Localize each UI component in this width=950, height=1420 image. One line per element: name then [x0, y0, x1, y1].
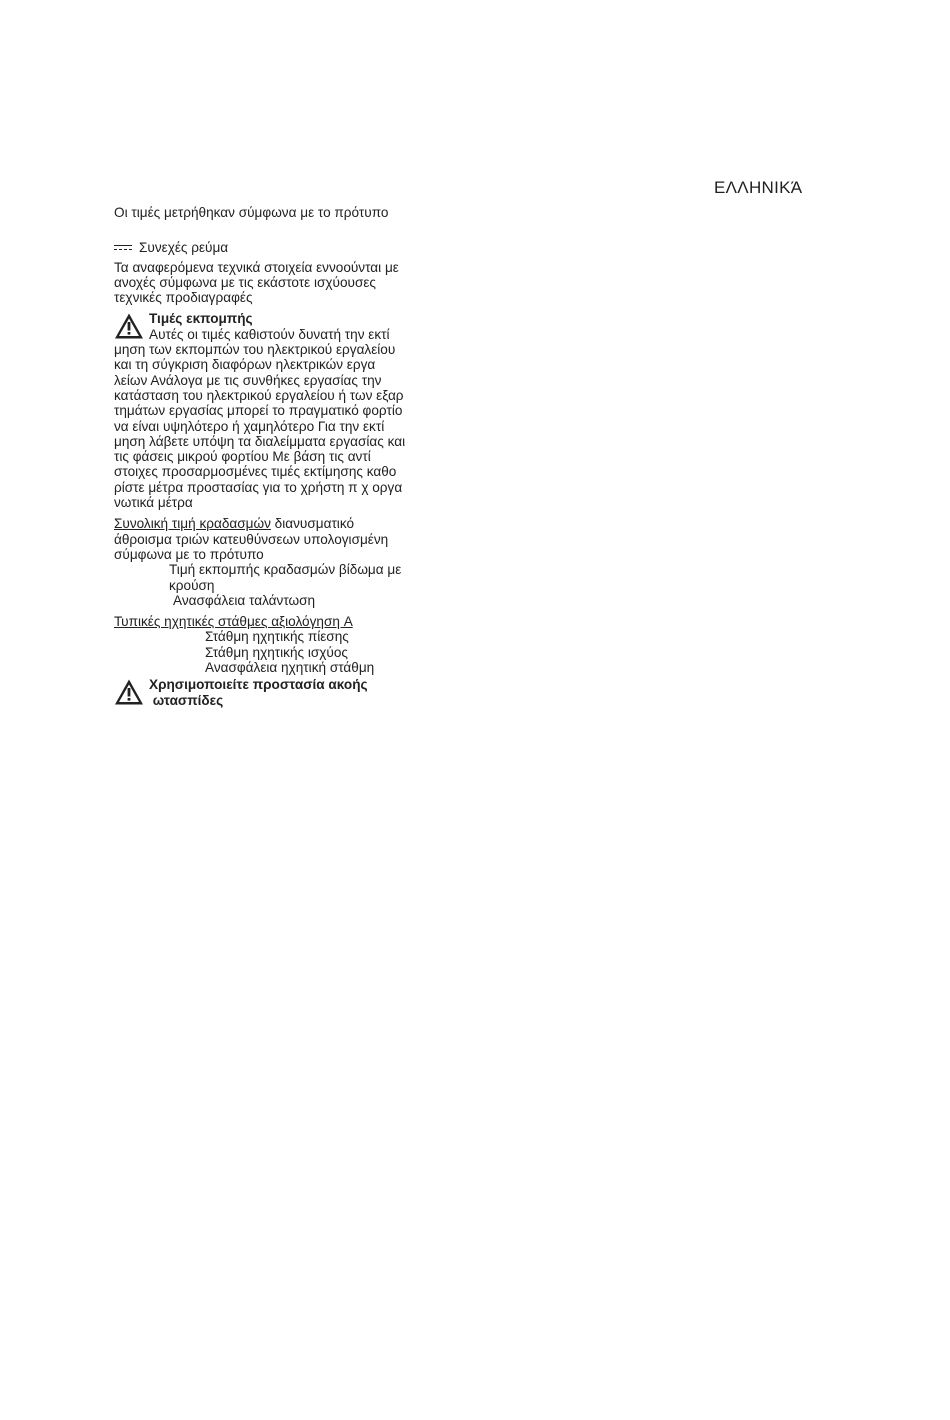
vibration-item-uncertainty: Ανασφάλεια ταλάντωση [173, 592, 316, 608]
dc-label: Συνεχές ρεύμα [139, 240, 229, 256]
vibration-text-line: σύμφωνα με το πρότυπο [114, 546, 264, 562]
hearing-protection-warning [114, 677, 459, 708]
emission-title: Τιμές εκπομπής [149, 311, 253, 327]
emission-text-line: νωτικά μέτρα [114, 495, 193, 511]
language-header: ΕΛΛΗΝΙΚΆ [714, 178, 803, 197]
warning-triangle-icon [114, 678, 144, 706]
vibration-item-emission-cont: κρούση [169, 577, 215, 593]
measured-standard-line: Οι τιμές μετρήθηκαν σύμφωνα με το πρότυπο [114, 205, 389, 220]
noise-item-power: Στάθμη ηχητικής ισχύος [205, 644, 348, 660]
specs-line: ανοχές σύμφωνα με τις εκάστοτε ισχύουσες [114, 274, 376, 290]
hearing-text-line: Χρησιμοποιείτε προστασία ακοής [149, 677, 368, 693]
direct-current-symbol-icon [114, 244, 132, 252]
vibration-title-line [114, 516, 459, 531]
emission-text-line: μηση των εκπομπών του ηλεκτρικού εργαλείου [114, 342, 396, 358]
noise-item-pressure: Στάθμη ηχητικής πίεσης [205, 629, 349, 645]
dc-current-line [114, 240, 459, 255]
technical-specs-note [114, 260, 459, 306]
emission-text-line: Αυτές οι τιμές καθιστούν δυνατή την εκτί [149, 326, 390, 342]
noise-item-uncertainty: Ανασφάλεια ηχητική στάθμη [205, 660, 375, 676]
emission-text-line: μηση λάβετε υπόψη τα διαλείμματα εργασίας και [114, 433, 406, 449]
emission-values-warning [114, 311, 459, 342]
emission-text-line: στοιχες προσαρμοσμένες τιμές εκτίμησης καθο [114, 464, 397, 480]
hearing-text-line: ωτασπίδες [149, 692, 224, 708]
vibration-section [114, 516, 459, 608]
vibration-title: Συνολική τιμή κραδασμών [114, 516, 271, 532]
emission-text-line: κατάσταση του ηλεκτρικού εργαλείου ή των εξαρ [114, 387, 404, 403]
specs-line: τεχνικές προδιαγραφές [114, 290, 253, 306]
noise-section [114, 614, 459, 675]
emission-text-line: ρίστε μέτρα προστασίας για το χρήστη π χ οργα [114, 479, 403, 495]
vibration-item-emission: Τιμή εκπομπής κραδασμών βίδωμα με [169, 562, 402, 578]
emission-text-line: λείων Ανάλογα με τις συνθήκες εργασίας την [114, 372, 382, 388]
emission-text [114, 342, 459, 510]
emission-text-line: να είναι υψηλότερο ή χαμηλότερο Για την εκτί [114, 418, 385, 434]
emission-text-line: τις φάσεις μικρού φορτίου Με βάση τις αντί [114, 449, 371, 465]
vibration-text-line: άθροισμα τριών κατευθύνσεων υπολογισμένη [114, 531, 389, 547]
emission-text-line: και τη σύγκριση διαφόρων ηλεκτρικών εργα [114, 357, 376, 373]
specs-line: Τα αναφερόμενα τεχνικά στοιχεία εννοούνται με [114, 259, 399, 275]
spec-column [114, 205, 459, 708]
warning-triangle-icon [114, 312, 144, 340]
noise-title: Τυπικές ηχητικές στάθμες αξιολόγηση A [114, 614, 353, 630]
vibration-title-rest: διανυσματικό [270, 516, 355, 532]
emission-text-line: τημάτων εργασίας μπορεί το πραγματικό φορτίο [114, 403, 403, 419]
